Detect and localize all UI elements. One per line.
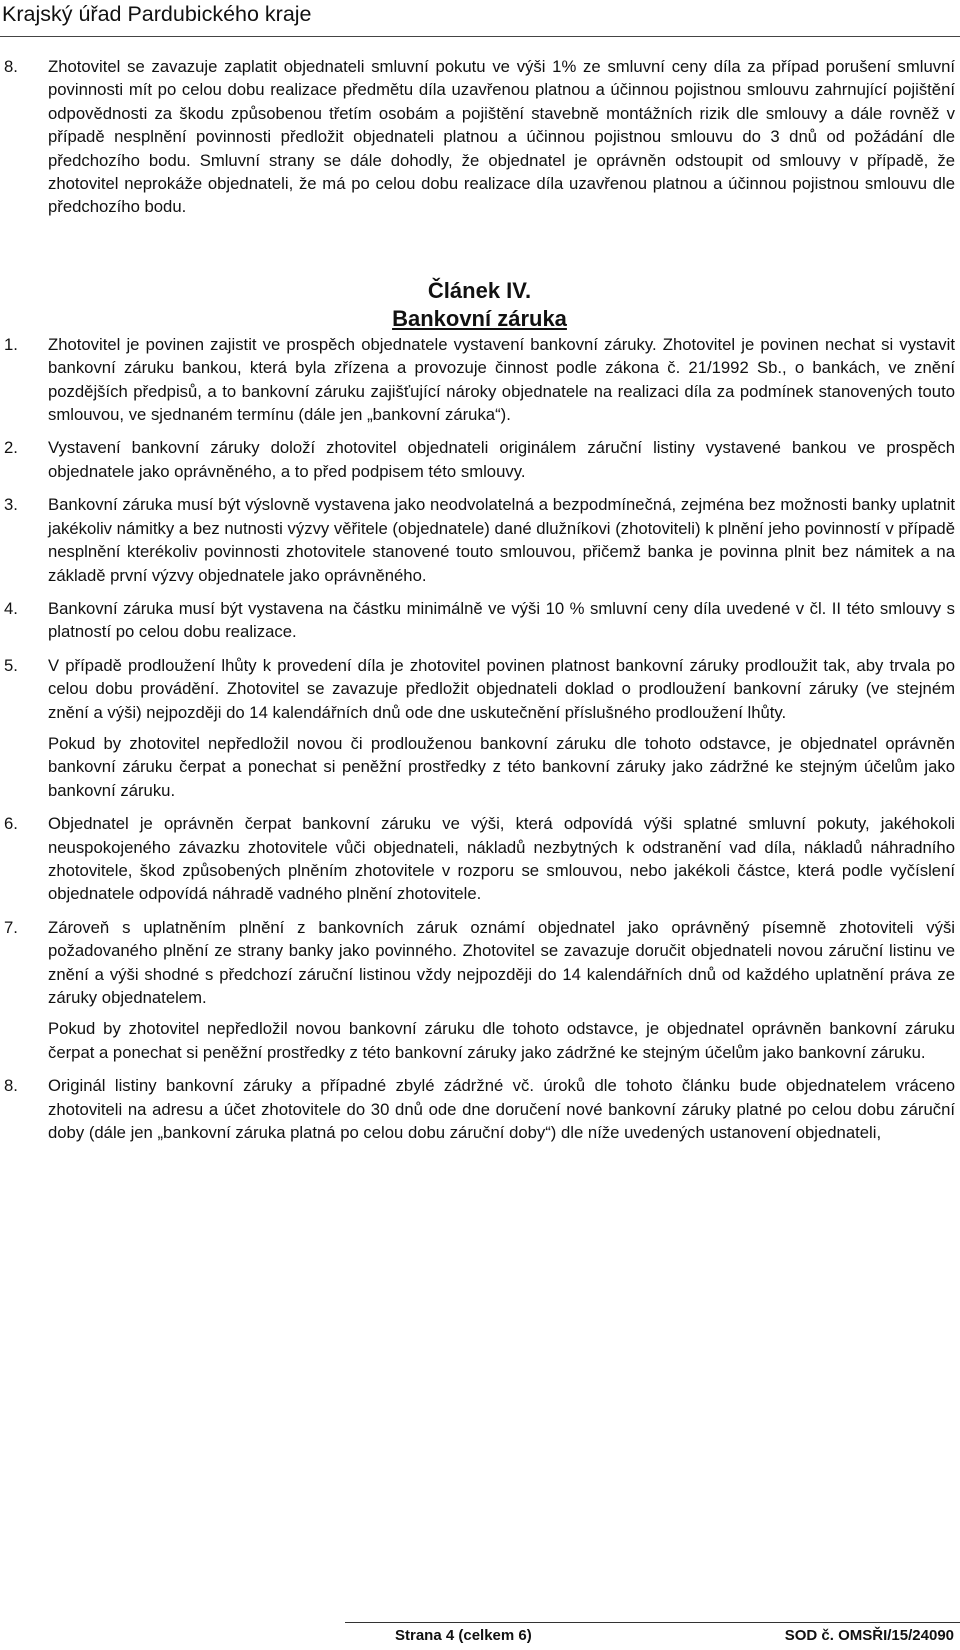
page-header: Krajský úřad Pardubického kraje: [2, 2, 312, 26]
footer-divider: [345, 1622, 960, 1623]
list-item: [4, 333, 955, 427]
item-text: Vystavení bankovní záruky doloží zhotovitel objednateli originálem záruční listiny vystavené bankou ve prospěch objednatele jako oprávněného, a to před podpisem této smlouvy.: [48, 438, 955, 481]
item-number: 8.: [4, 57, 18, 76]
item-number: 8.: [4, 1076, 18, 1096]
page-number: Strana 4 (celkem 6): [395, 1627, 532, 1644]
item-text: Zhotovitel se zavazuje zaplatit objednateli smluvní pokutu ve výši 1% ze smluvní ceny díla za případ porušení smluvní povinnosti mít po celou dobu realizace předmětu díla uzavřenou platnou a účinnou pojistnou smlouvu zahrnující pojištění odpovědnosti za škodu způsobenou třetím osobám a pojištění stavebně montážních rizik dle smlouvy a dále rovněž v případě nesplnění povinnosti předložit objednateli platnou a účinnou pojistnou smlouvu do 3 dnů od požádání dle předchozího bodu. Smluvní strany se dále dohodly, že objednatel je oprávněn odstoupit od smlouvy v případě, že zhotovitel neprokáže objednateli, že má po celou dobu realizace díla uzavřenou platnou a účinnou pojistnou smlouvu dle předchozího bodu.: [48, 57, 955, 217]
item-text: Bankovní záruka musí být vystavena na částku minimálně ve výši 10 % smluvní ceny díla uvedené v čl. II této smlouvy s platností po celou dobu realizace.: [48, 598, 955, 642]
item-text: Zhotovitel je povinen zajistit ve prospěch objednatele vystavení bankovní záruky. Zhotovitel je povinen nechat si vystavit bankovní záruku bankou, která byla zřízena a provozuje činnost podle zákona č. 21/1992 Sb., o bankách, ve znění pozdějších předpisů, a to bankovní záruku zajišťující nároky objednatele na realizaci díla za podmínek stanovených touto smlouvou, ve sjednaném termínu (dále jen „bankovní záruka“).: [48, 334, 955, 425]
list-item: [4, 916, 955, 1010]
item-text: Objednatel je oprávněn čerpat bankovní záruku ve výši, která odpovídá výši splatné smluvní pokuty, jakéhokoli neuspokojeného závazku zhotovitele vůči objednateli, nákladů nezbytných k odstranění vad díla, nákladů náhradního zhotovitele, škod způsobených plněním zhotovitele v rozporu se smlouvou, nebo jakékoli částce, která podle vyčíslení objednatele odpovídá náhradě vadného plnění zhotovitele.: [48, 814, 955, 904]
list-item: [4, 436, 955, 483]
list-item: [4, 55, 955, 219]
item-number: 5.: [4, 655, 18, 675]
item-number: 7.: [4, 917, 18, 937]
item-number: 2.: [4, 438, 18, 458]
item-text: Originál listiny bankovní záruky a případné zbylé zádržné vč. úroků dle tohoto článku bude objednatelem vráceno zhotoviteli na adresu a účet zhotovitele do 30 dnů ode dne doručení nové bankovní záruky platné po celou dobu záruční doby (dále jen „bankovní záruka platná po celou dobu záruční doby“) dle níže uvedených ustanovení objednateli,: [48, 1076, 955, 1143]
article-title: Bankovní záruka: [392, 305, 567, 331]
item-number: 1.: [4, 334, 18, 354]
item-text: Bankovní záruka musí být výslovně vystavena jako neodvolatelná a bezpodmínečná, zejména bez možnosti banky uplatnit jakékoliv námitky a bez nutnosti výzvy věřitele (objednatele) dané dlužníkovi (zhotoviteli) k plnění jeho povinností v případě nesplnění kterékoliv povinnosti zhotovitele stanovené touto smlouvou, přičemž banka je povinna plnit bez námitek a na základě první výzvy objednatele jako oprávněného.: [48, 495, 955, 585]
list-item: [4, 493, 955, 587]
item-text: Zároveň s uplatněním plnění z bankovních záruk oznámí objednatel jako oprávněný písemně zhotoviteli výši požadovaného plnění ze strany banky jako povinného. Zhotovitel se zavazuje doručit objednateli novou záruční listinu ve znění a výši shodné s předchozí záruční listinou vždy nejpozději do 14 kalendářních dnů od každého uplatnění práva ze záruky objednatelem.: [48, 917, 955, 1007]
list-item: [4, 597, 955, 644]
contract-reference: SOD č. OMSŘI/15/24090: [784, 1627, 954, 1644]
document-body: [4, 55, 955, 1144]
continuation-paragraph: Pokud by zhotovitel nepředložil novou či prodlouženou bankovní záruku dle tohoto odstavce, je objednatel oprávněn bankovní záruku čerpat a ponechat si peněžní prostředky z této bankovní záruky jako zádržné ke stejným účelům jako bankovní záruku.: [48, 733, 955, 800]
list-item: [4, 654, 955, 724]
continuation-paragraph: Pokud by zhotovitel nepředložil novou bankovní záruku dle tohoto odstavce, je objednatel oprávněn bankovní záruku čerpat a ponechat si peněžní prostředky z této bankovní záruky jako zádržné ke stejným účelům jako bankovní záruku.: [48, 1019, 955, 1062]
list-item: [4, 812, 955, 906]
header-divider: [0, 36, 960, 37]
list-item: [4, 1074, 955, 1144]
article-number: Článek IV.: [427, 277, 532, 303]
item-number: 3.: [4, 495, 18, 515]
item-number: 6.: [4, 814, 18, 834]
item-number: 4.: [4, 598, 18, 618]
item-text: V případě prodloužení lhůty k provedení díla je zhotovitel povinen platnost bankovní záruky prodloužit tak, aby trvala po celou dobu provádění. Zhotovitel se zavazuje předložit objednateli doklad o prodloužení bankovní záruky (ve stejném znění a výši) nejpozději do 14 kalendářních dnů ode dne uskutečnění příslušného prodloužení lhůty.: [48, 655, 955, 722]
